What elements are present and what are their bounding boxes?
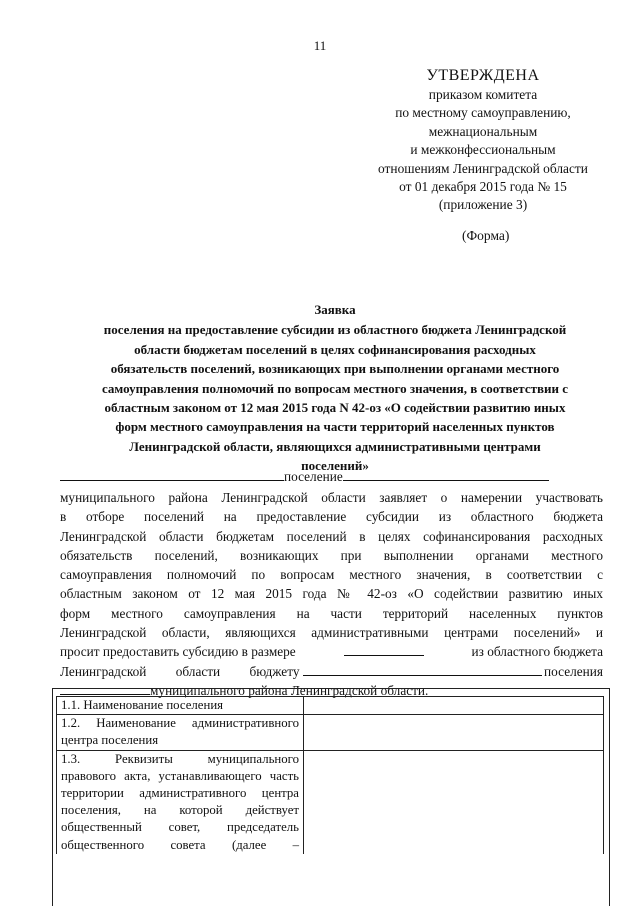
district-suffix: муниципального района Ленинградской области. xyxy=(150,682,429,698)
approval-heading: УТВЕРЖДЕНА xyxy=(426,67,540,84)
paragraph-line: форм местного самоуправления на части территорий населенных пунктов xyxy=(60,605,603,621)
page-number: 11 xyxy=(313,38,327,53)
table-label-cell xyxy=(57,750,304,854)
paragraph-line: муниципального района Ленинградской области заявляет о намерении участвовать xyxy=(60,490,603,505)
settlement-line xyxy=(60,467,603,486)
budget-suffix: поселения xyxy=(544,663,603,679)
document-title xyxy=(60,300,610,476)
approval-line: межнациональным xyxy=(428,123,538,139)
blank-budget-settlement[interactable] xyxy=(303,662,542,676)
row-label-line: правового акта, устанавливающего часть xyxy=(61,768,299,783)
row-label-line: 1.2. Наименование административного xyxy=(61,716,299,731)
row-label-line: 1.1. Наименование поселения xyxy=(61,698,224,712)
row-label-line: общественный совет, председатель xyxy=(61,820,299,835)
title-line: поселения на предоставление субсидии из областного бюджета Ленинградской xyxy=(103,322,567,338)
title-line: области бюджетам поселений в целях софинансирования расходных xyxy=(134,341,536,357)
approval-line: приказом комитета xyxy=(428,87,538,102)
title-line: областным законом от 12 мая 2015 года N 42-оз «О содействии развитию иных xyxy=(104,400,566,416)
paragraph-line: Ленинградской области бюджетам поселений в целях софинансирования расходных xyxy=(60,528,603,544)
form-label: (Форма) xyxy=(462,228,510,243)
title-line: обязательств поселений, возникающих при выполнении органами местного xyxy=(110,361,560,377)
paragraph-line: обязательств поселений, возникающих при выполнении органами местного xyxy=(60,547,603,563)
table-label-cell xyxy=(57,715,304,750)
paragraph-line: в отборе поселений на предоставление субсидии из областного бюджета xyxy=(60,509,603,525)
table-value-cell[interactable] xyxy=(304,697,604,715)
approval-line: по местному самоуправлению, xyxy=(395,105,571,121)
row-label-line: поселения, на которой действует xyxy=(61,803,299,818)
blank-subsidy-amount[interactable] xyxy=(344,642,424,656)
intro-word: поселение xyxy=(284,469,343,484)
table-label-cell xyxy=(57,697,304,715)
table-row xyxy=(57,750,604,854)
requisites-table xyxy=(56,696,604,854)
paragraph-line: самоуправления полномочий по вопросам местного значения, в соответствии с xyxy=(60,567,603,583)
title-line: Ленинградской области, являющихся административными центрами xyxy=(129,438,541,454)
application-paragraph xyxy=(60,488,603,700)
budget-prefix: Ленинградской области бюджету xyxy=(60,663,300,679)
subsidy-prefix: просит предоставить субсидию в размере xyxy=(60,644,296,660)
approval-line: от 01 декабря 2015 года № 15 xyxy=(399,179,567,195)
approval-line: и межконфессиональным xyxy=(410,142,556,158)
approval-block xyxy=(356,66,610,215)
row-label-line: территории административного центра xyxy=(61,786,299,801)
table-row xyxy=(57,697,604,715)
blank-district-name[interactable] xyxy=(343,467,549,481)
title-line: форм местного самоуправления на части территорий населенных пунктов xyxy=(115,419,555,435)
approval-line: (приложение 3) xyxy=(438,197,528,213)
title-line: поселений» xyxy=(301,458,369,474)
table-value-cell[interactable] xyxy=(304,715,604,750)
row-label-line: центра поселения xyxy=(61,733,159,748)
blank-settlement-name[interactable] xyxy=(60,467,284,481)
approval-line: отношениям Ленинградской области xyxy=(378,160,588,176)
subsidy-suffix: из областного бюджета xyxy=(471,644,603,660)
row-label-line: 1.3. Реквизиты муниципального xyxy=(61,751,299,766)
subsidy-line xyxy=(60,642,603,661)
budget-line xyxy=(60,662,603,681)
table-row xyxy=(57,715,604,750)
table-value-cell[interactable] xyxy=(304,750,604,854)
row-label-line: общественного совета (далее – xyxy=(61,837,299,852)
paragraph-line: областным законом от 12 мая 2015 года № 42-оз «О содействии развитию иных xyxy=(60,586,603,602)
paragraph-line: Ленинградской области, являющихся административными центрами поселений» и xyxy=(60,625,603,641)
title-line: самоуправления полномочий по вопросам местного значения, в соответствии с xyxy=(101,380,569,396)
title-heading: Заявка xyxy=(314,302,356,317)
